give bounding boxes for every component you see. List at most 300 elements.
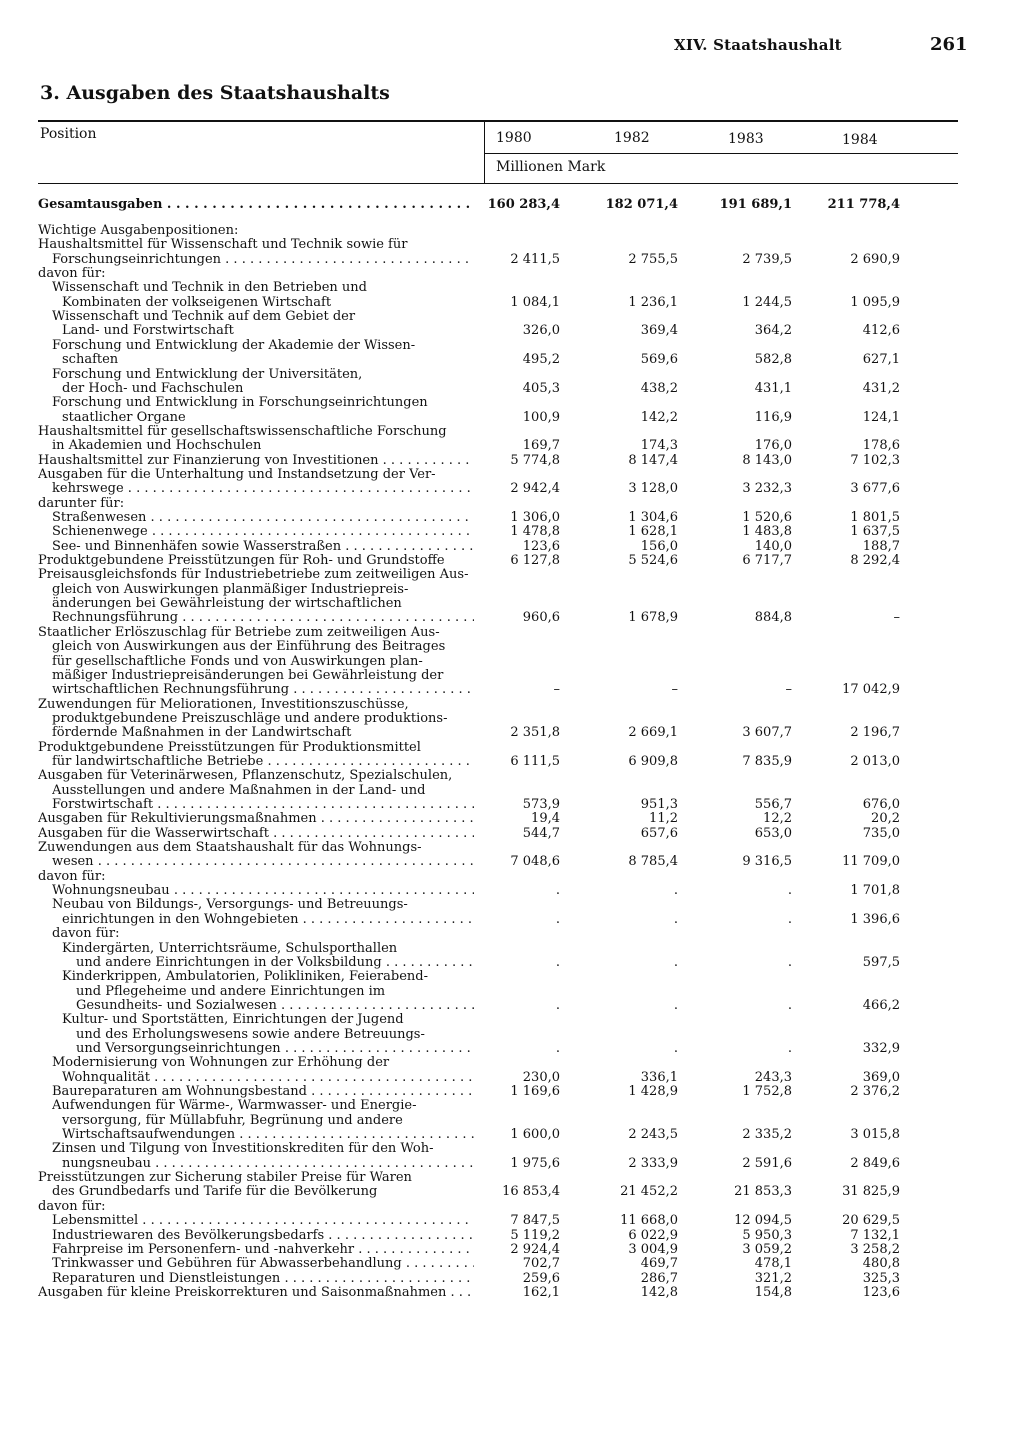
row-label: Gesamtausgaben . . . [38,198,474,212]
cell-1982: . [673,954,678,970]
row-label: Ausstellungen und andere Maßnahmen in der Land- und [52,783,426,798]
table-row [0,482,1024,496]
cell-1984: – [893,610,900,626]
cell-1984: 2 849,6 [850,1155,900,1171]
cell-1980: 2 351,8 [510,725,560,741]
cell-1983: . [787,997,792,1013]
table-row [0,353,1024,367]
cell-1984: 480,8 [862,1256,900,1272]
cell-1983: 5 950,3 [742,1227,792,1243]
table-row [0,253,1024,267]
cell-1983: 8 143,0 [742,452,792,468]
cell-1982: 369,4 [640,323,678,339]
cell-1982: 142,8 [640,1284,678,1300]
cell-1984: 1 095,9 [850,294,900,310]
page-number: 261 [930,34,968,55]
row-label: versorgung, für Müllabfuhr, Begrünung und andere [62,1113,403,1128]
cell-1982: 11 668,0 [620,1213,678,1229]
table-row [0,583,1024,597]
cell-1984: 20 629,5 [842,1213,900,1229]
cell-1982: 174,3 [640,438,678,454]
table-row [0,281,1024,295]
row-label: darunter für: [38,496,125,511]
table-row [0,439,1024,453]
row-label: Forschung und Entwicklung der Akademie der Wissen- [52,338,416,353]
cell-1984: 7 132,1 [850,1227,900,1243]
table-row [0,611,1024,625]
cell-1983: 582,8 [754,352,792,368]
table-row [0,368,1024,382]
cell-1984: 412,6 [862,323,900,339]
cell-1983: 1 244,5 [742,294,792,310]
cell-1980: 6 127,8 [510,553,560,569]
row-label: und Versorgungseinrichtungen . . . [76,1042,474,1056]
cell-1983: 3 232,3 [742,481,792,497]
table-row [0,396,1024,410]
row-label: Forschung und Entwicklung in Forschungseinrichtungen [52,396,428,411]
row-label: Zuwendungen aus dem Staatshaushalt für das Wohnungs- [38,841,422,856]
cell-1980: 162,1 [522,1284,560,1300]
cell-1982: 1 236,1 [628,294,678,310]
cell-1984: 735,0 [862,825,900,841]
table-row [0,597,1024,611]
cell-1982: – [671,682,678,698]
table-row [0,812,1024,826]
cell-1980: 2 942,4 [510,481,560,497]
table-row [0,238,1024,252]
cell-1982: 1 428,9 [628,1084,678,1099]
table-row [0,1085,1024,1099]
cell-1983: . [787,911,792,927]
table-row [0,1200,1024,1214]
cell-1983: 3 059,2 [742,1241,792,1257]
row-label: in Akademien und Hochschulen [52,439,262,454]
table-row [0,655,1024,669]
cell-1983: . [787,1040,792,1056]
row-label: Ausgaben für Veterinärwesen, Pflanzenschutz, Spezialschulen, [38,769,453,784]
row-label: gleich von Auswirkungen aus der Einführung des Beitrages [52,640,446,655]
cell-1983: 321,2 [754,1270,792,1286]
table-row [0,1214,1024,1228]
table-row [0,827,1024,841]
table-row [0,324,1024,338]
cell-1983: 431,1 [754,380,792,396]
row-label: Neubau von Bildungs-, Versorgungs- und Betreuungs- [52,898,408,913]
table-row [0,425,1024,439]
cell-1983: 154,8 [754,1284,792,1300]
cell-1982: 6 022,9 [628,1227,678,1243]
row-label: staatlicher Organe [62,410,186,425]
cell-1982: 2 333,9 [628,1155,678,1171]
cell-1983: 191 689,1 [719,197,792,212]
cell-1984: 325,3 [862,1270,900,1286]
cell-1980: 1 306,0 [510,510,560,525]
cell-1983: 1 483,8 [742,524,792,540]
cell-1984: 2 013,0 [850,753,900,769]
row-label: einrichtungen in den Wohngebieten . . . [62,913,474,927]
cell-1983: 556,7 [754,797,792,812]
cell-1983: 6 717,7 [742,553,792,569]
row-label: Wissenschaft und Technik auf dem Gebiet der [52,310,356,325]
row-label: Kombinaten der volkseigenen Wirtschaft [62,295,332,310]
table-row [0,296,1024,310]
row-label: schaften [62,353,119,368]
table-row [0,855,1024,869]
table-row [0,339,1024,353]
cell-1980: 2 411,5 [510,251,560,267]
cell-1982: 569,6 [640,352,678,368]
cell-1984: 7 102,3 [850,452,900,468]
row-label: Haushaltsmittel zur Finanzierung von Investitionen . . . [38,454,474,468]
cell-1980: 100,9 [522,409,560,425]
cell-1980: 326,0 [522,323,560,339]
row-label: Wissenschaft und Technik in den Betrieben und [52,281,367,296]
table-row [0,898,1024,912]
row-label: See- und Binnenhäfen sowie Wasserstraßen . . . [52,540,474,554]
cell-1984: 211 778,4 [827,197,900,212]
table-row [0,198,1024,212]
cell-1982: . [673,1040,678,1056]
cell-1983: 3 607,7 [742,725,792,741]
table-row [0,511,1024,525]
cell-1982: 5 524,6 [628,553,678,569]
cell-1983: 176,0 [754,438,792,454]
row-label: Baureparaturen am Wohnungsbestand . . . [52,1085,474,1099]
cell-1984: 2 376,2 [850,1084,900,1099]
row-label: Kindergärten, Unterrichtsräume, Schulsporthallen [62,941,398,956]
cell-1982: 156,0 [640,538,678,554]
table-row [0,884,1024,898]
cell-1980: 169,7 [522,438,560,454]
year-header-1983: 1983 [728,131,764,147]
row-label: Wohnungsneubau . . . [52,884,474,898]
table-row [0,568,1024,582]
cell-1982: 3 004,9 [628,1241,678,1257]
year-header-1982: 1982 [614,130,650,146]
cell-1980: . [555,954,560,970]
table-row [0,1185,1024,1199]
row-label: Wichtige Ausgabenpositionen: [38,224,239,238]
cell-1980: 16 853,4 [502,1184,560,1200]
cell-1983: 2 335,2 [742,1127,792,1143]
cell-1982: . [673,997,678,1013]
table-row [0,798,1024,812]
table-row [0,985,1024,999]
cell-1982: 2 243,5 [628,1127,678,1143]
cell-1983: – [785,682,792,698]
cell-1980: 6 111,5 [510,753,560,769]
table-row [0,913,1024,927]
cell-1980: 259,6 [522,1270,560,1286]
cell-1982: 438,2 [640,380,678,396]
cell-1984: 431,2 [862,380,900,396]
cell-1983: 478,1 [754,1256,792,1272]
row-label: kehrswege . . . [52,482,474,496]
cell-1984: 3 015,8 [850,1127,900,1143]
table-row [0,497,1024,511]
cell-1982: 2 755,5 [628,251,678,267]
cell-1980: 1 084,1 [510,294,560,310]
row-label: davon für: [38,267,106,282]
table-row [0,1071,1024,1085]
row-label: mäßiger Industriepreisänderungen bei Gewährleistung der [52,668,444,683]
row-label: davon für: [38,1199,106,1214]
cell-1984: 1 701,8 [850,883,900,899]
cell-1983: 116,9 [754,409,792,425]
table-row [0,769,1024,783]
row-label: Rechnungsführung . . . [52,611,474,625]
cell-1982: 951,3 [640,797,678,812]
cell-1980: 7 048,6 [510,854,560,870]
cell-1982: 11,2 [649,811,678,827]
cell-1980: 495,2 [522,352,560,368]
cell-1982: 1 304,6 [628,510,678,525]
cell-1980: 5 119,2 [510,1227,560,1243]
table-row [0,626,1024,640]
cell-1984: 178,6 [862,438,900,454]
row-label: Wirtschaftsaufwendungen . . . [62,1128,474,1142]
row-label: Ausgaben für die Unterhaltung und Instandsetzung der Ver- [38,467,436,482]
row-label: und andere Einrichtungen in der Volksbildung . . . [76,956,474,970]
table-row [0,640,1024,654]
units-label: Millionen Mark [496,159,606,175]
cell-1983: 12,2 [763,811,792,827]
cell-1984: 11 709,0 [842,854,900,870]
cell-1983: 21 853,3 [734,1184,792,1200]
table-row [0,956,1024,970]
table-row [0,1257,1024,1271]
cell-1982: 8 785,4 [628,854,678,870]
table-row [0,554,1024,568]
section-title: XIV. Staatshaushalt [674,36,842,54]
cell-1980: 19,4 [531,811,560,827]
cell-1983: 653,0 [754,825,792,841]
row-label: Forschung und Entwicklung der Universitäten, [52,367,363,382]
cell-1983: . [787,883,792,899]
table-row [0,1099,1024,1113]
cell-1980: 1 975,6 [510,1155,560,1171]
cell-1980: 7 847,5 [510,1213,560,1229]
table-row [0,1286,1024,1300]
row-label: Modernisierung von Wohnungen zur Erhöhung der [52,1056,390,1071]
row-label: Kinderkrippen, Ambulatorien, Polikliniken, Feierabend- [62,970,428,985]
row-label: Ausgaben für kleine Preiskorrekturen und Saisonmaßnahmen . . . [38,1286,474,1300]
cell-1982: . [673,911,678,927]
cell-1984: 1 396,6 [850,911,900,927]
table-row [0,669,1024,683]
row-label: Staatlicher Erlöszuschlag für Betriebe zum zeitweiligen Aus- [38,625,440,640]
table-row [0,726,1024,740]
row-label: produktgebundene Preiszuschläge und andere produktions- [52,711,448,726]
cell-1984: 466,2 [862,997,900,1013]
row-label: Trinkwasser und Gebühren für Abwasserbehandlung . . . [52,1257,474,1271]
table-row [0,1028,1024,1042]
cell-1984: 2 196,7 [850,725,900,741]
cell-1980: 5 774,8 [510,452,560,468]
cell-1982: 142,2 [640,409,678,425]
cell-1983: . [787,954,792,970]
table-row [0,870,1024,884]
cell-1980: . [555,997,560,1013]
table-row [0,267,1024,281]
table-row [0,999,1024,1013]
row-label: Schienenwege . . . [52,525,474,539]
table-row [0,382,1024,396]
cell-1982: 336,1 [640,1069,678,1085]
table-row [0,1229,1024,1243]
row-label: fördernde Maßnahmen in der Landwirtschaft [52,726,352,741]
year-header-1984: 1984 [842,132,878,148]
row-label: Kultur- und Sportstätten, Einrichtungen der Jugend [62,1013,404,1028]
row-label: Produktgebundene Preisstützungen für Roh- und Grundstoffe [38,554,445,569]
cell-1980: . [555,1040,560,1056]
cell-1983: 1 752,8 [742,1084,792,1099]
row-label: Wohnqualität . . . [62,1071,474,1085]
cell-1983: 7 835,9 [742,753,792,769]
cell-1980: – [553,682,560,698]
row-label: änderungen bei Gewährleistung der wirtschaftlichen [52,597,402,612]
cell-1984: 1 801,5 [850,510,900,525]
cell-1983: 140,0 [754,538,792,554]
cell-1980: 573,9 [522,797,560,812]
table-row [0,454,1024,468]
cell-1984: 124,1 [862,409,900,425]
cell-1984: 3 258,2 [850,1241,900,1257]
row-label: für landwirtschaftliche Betriebe . . . [52,755,474,769]
cell-1984: 597,5 [862,954,900,970]
row-label: gleich von Auswirkungen planmäßiger Industriepreis- [52,582,409,597]
table-row [0,1272,1024,1286]
table-row [0,942,1024,956]
table-row [0,970,1024,984]
cell-1984: 2 690,9 [850,251,900,267]
cell-1984: 3 677,6 [850,481,900,497]
table-row [0,310,1024,324]
cell-1983: 243,3 [754,1069,792,1085]
cell-1980: 1 169,6 [510,1084,560,1099]
cell-1980: 960,6 [522,610,560,626]
cell-1980: 230,0 [522,1069,560,1085]
cell-1983: 2 591,6 [742,1155,792,1171]
row-label: nungsneubau . . . [62,1157,474,1171]
cell-1983: 2 739,5 [742,251,792,267]
row-label: Preisstützungen zur Sicherung stabiler Preise für Waren [38,1171,412,1186]
cell-1982: 657,6 [640,825,678,841]
cell-1980: 160 283,4 [487,197,560,212]
table-title: 3. Ausgaben des Staatshaushalts [40,82,390,104]
cell-1980: 544,7 [522,825,560,841]
cell-1984: 8 292,4 [850,553,900,569]
cell-1980: 702,7 [522,1256,560,1272]
row-label: und Pflegeheime und andere Einrichtungen im [76,984,386,999]
table-row [0,468,1024,482]
cell-1984: 188,7 [862,538,900,554]
cell-1983: 12 094,5 [734,1213,792,1229]
table-row [0,927,1024,941]
row-label: Haushaltsmittel für gesellschaftswissenschaftliche Forschung [38,424,447,439]
table-row [0,755,1024,769]
table-row [0,1243,1024,1257]
row-label: Gesundheits- und Sozialwesen . . . [76,999,474,1013]
cell-1983: 884,8 [754,610,792,626]
row-label: Preisausgleichsfonds für Industriebetriebe zum zeitweiligen Aus- [38,568,469,583]
cell-1984: 1 637,5 [850,524,900,540]
table-row [0,1128,1024,1142]
cell-1982: 3 128,0 [628,481,678,497]
row-label: davon für: [52,927,120,942]
row-label: wesen . . . [52,855,474,869]
cell-1982: 21 452,2 [620,1184,678,1200]
cell-1982: 182 071,4 [605,197,678,212]
table-row [0,698,1024,712]
row-label: des Grundbedarfs und Tarife für die Bevölkerung [52,1185,378,1200]
cell-1984: 332,9 [862,1040,900,1056]
row-label: Zuwendungen für Meliorationen, Investitionszuschüsse, [38,697,409,712]
cell-1984: 17 042,9 [842,682,900,698]
table-row [0,1142,1024,1156]
cell-1983: 9 316,5 [742,854,792,870]
row-label: Land- und Forstwirtschaft [62,324,234,339]
table-row [0,1171,1024,1185]
cell-1982: . [673,883,678,899]
row-label: Straßenwesen . . . [52,511,474,525]
table-row [0,411,1024,425]
cell-1980: 1 478,8 [510,524,560,540]
cell-1984: 627,1 [862,352,900,368]
row-label: Zinsen und Tilgung von Investitionskrediten für den Woh- [52,1142,434,1157]
cell-1982: 6 909,8 [628,753,678,769]
row-label: wirtschaftlichen Rechnungsführung . . . [52,683,474,697]
table-row [0,841,1024,855]
table-row [0,1042,1024,1056]
row-label: Ausgaben für die Wasserwirtschaft . . . [38,827,474,841]
cell-1980: 2 924,4 [510,1241,560,1257]
cell-1984: 31 825,9 [842,1184,900,1200]
row-label: Produktgebundene Preisstützungen für Produktionsmittel [38,740,421,755]
row-label: Haushaltsmittel für Wissenschaft und Technik sowie für [38,238,408,253]
cell-1980: 1 600,0 [510,1127,560,1143]
table-row [0,1114,1024,1128]
table-row [0,741,1024,755]
cell-1982: 469,7 [640,1256,678,1272]
cell-1982: 2 669,1 [628,725,678,741]
cell-1984: 123,6 [862,1284,900,1300]
row-label: Fahrpreise im Personenfern- und -nahverkehr . . . [52,1243,474,1257]
cell-1980: . [555,883,560,899]
row-label: Lebensmittel . . . [52,1214,474,1228]
cell-1984: 20,2 [871,811,900,827]
cell-1980: 405,3 [522,380,560,396]
cell-1982: 8 147,4 [628,452,678,468]
row-label: der Hoch- und Fachschulen [62,381,244,396]
cell-1982: 1 628,1 [628,524,678,540]
row-label: Reparaturen und Dienstleistungen . . . [52,1272,474,1286]
table-row [0,712,1024,726]
cell-1984: 676,0 [862,797,900,812]
cell-1984: 369,0 [862,1069,900,1085]
table-row [0,1013,1024,1027]
table-row [0,784,1024,798]
cell-1982: 1 678,9 [628,610,678,626]
table-row [0,540,1024,554]
table-row [0,525,1024,539]
row-label: davon für: [38,869,106,884]
cell-1980: 123,6 [522,538,560,554]
year-header-1980: 1980 [496,130,532,146]
row-label: und des Erholungswesens sowie andere Betreuungs- [76,1027,425,1042]
row-label: Aufwendungen für Wärme-, Warmwasser- und Energie- [52,1099,417,1114]
cell-1980: . [555,911,560,927]
